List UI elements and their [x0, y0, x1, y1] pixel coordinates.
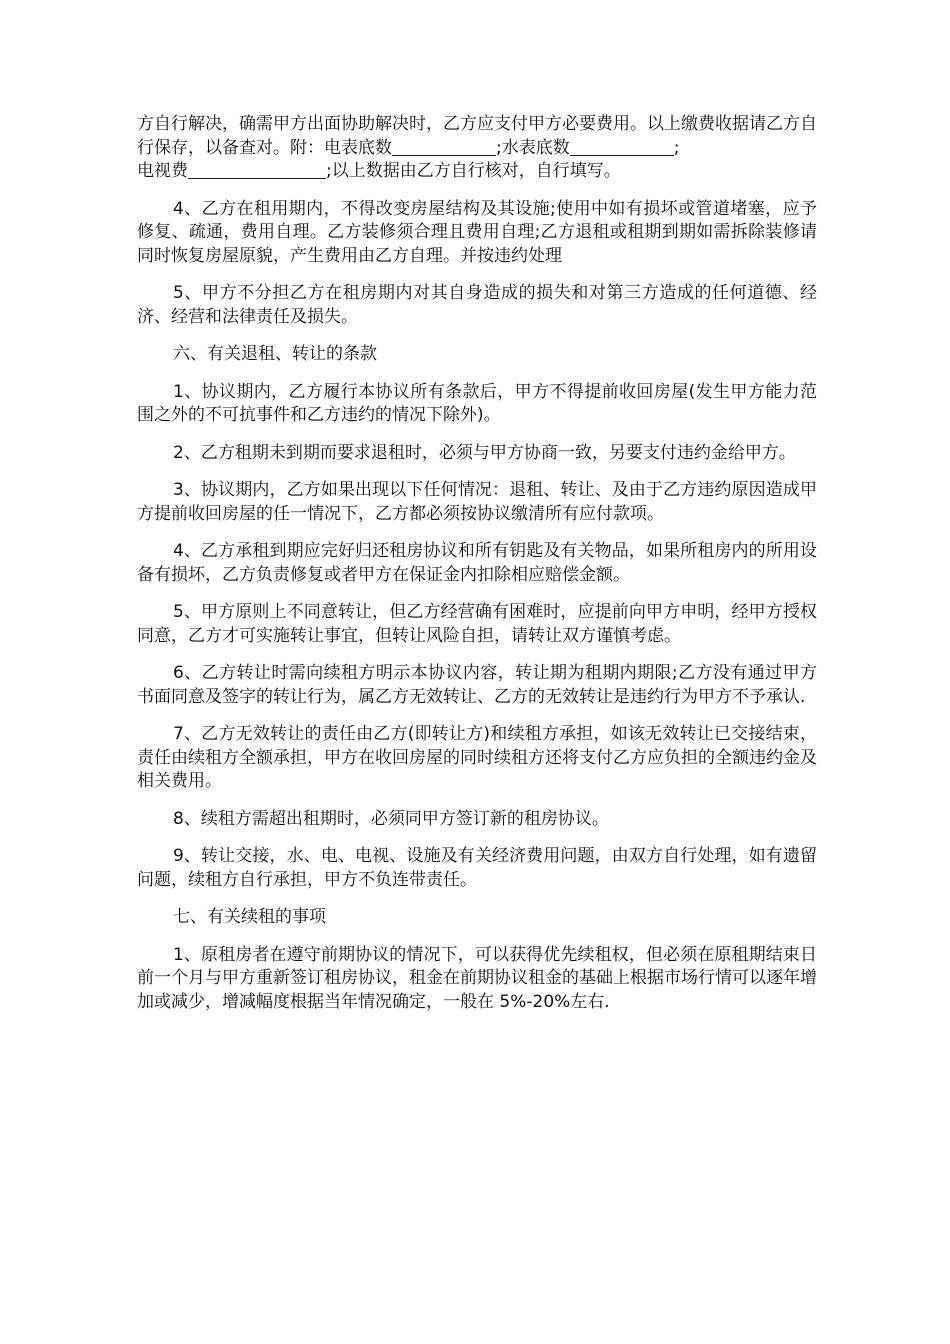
document-page	[137, 113, 817, 1028]
clause-6-1: 1、协议期内，乙方履行本协议所有条款后，甲方不得提前收回房屋(发生甲方能力范围之外的不可抗事件和乙方违约的情况下除外)。	[137, 381, 817, 425]
water-meter-blank	[570, 138, 674, 156]
clause-4-structure: 4、乙方在租用期内，不得改变房屋结构及其设施;使用中如有损坏或管道堵塞，应予修复、疏通，费用自理。乙方装修须合理且费用自理;乙方退租或租期到期如需拆除装修请同时恢复房屋原貌，产生费用由乙方自理。并按违约处理	[137, 198, 817, 266]
clause-6-3: 3、协议期内，乙方如果出现以下任何情况：退租、转让、及由于乙方违约原因造成甲方提前收回房屋的任一情况下，乙方都必须按协议缴清所有应付款项。	[137, 480, 817, 524]
tv-fee-label: 电视费	[137, 161, 188, 181]
clause-6-8: 8、续租方需超出租期时，必须同甲方签订新的租房协议。	[173, 808, 609, 829]
clause-7-1: 1、原租房者在遵守前期协议的情况下，可以获得优先续租权，但必须在原租期结束日前一个月与甲方重新签订租房协议，租金在前期协议租金的基础上根据市场行情可以逐年增加或减少，增减幅度根据当年情况确定，一般在 5%-20%左右.	[137, 944, 817, 1012]
section-heading-6: 六、有关退租、转让的条款	[173, 344, 377, 364]
paragraph-fees-text: 方自行解决，确需甲方出面协助解决时，乙方应支付甲方必要费用。以上缴费收据请乙方自行保存，以备查对。附：电表底数	[137, 114, 817, 158]
clause-6-7: 7、乙方无效转让的责任由乙方(即转让方)和续租方承担，如该无效转让已交接结束，责任由续租方全额承担，甲方在收回房屋的同时续租方还将支付乙方应负担的全额违约金及相关费用。	[137, 724, 817, 791]
tv-fee-blank	[188, 161, 326, 179]
semicolon: ;	[673, 137, 680, 158]
clause-6-4: 4、乙方承租到期应完好归还租房协议和所有钥匙及有关物品，如果所租房内的所用设备有损坏，乙方负责修复或者甲方在保证金内扣除相应赔偿金额。	[137, 541, 817, 585]
water-meter-label: ;水表底数	[496, 137, 570, 158]
clause-6-9: 9、转让交接，水、电、电视、设施及有关经济费用问题，由双方自行处理，如有遗留问题，续租方自行承担，甲方不负连带责任。	[137, 846, 817, 890]
paragraph-fees	[137, 113, 817, 184]
fees-closing-text: ;以上数据由乙方自行核对，自行填写。	[326, 161, 621, 181]
section-heading-7: 七、有关续租的事项	[173, 907, 326, 927]
clause-5-liability: 5、甲方不分担乙方在租房期内对其自身造成的损失和对第三方造成的任何道德、经济、经营和法律责任及损失。	[137, 283, 817, 327]
clause-6-6: 6、乙方转让时需向续租方明示本协议内容，转让期为租期内期限;乙方没有通过甲方书面同意及签字的转让行为，属乙方无效转让、乙方的无效转让是违约行为甲方不予承认.	[137, 663, 817, 707]
clause-6-5: 5、甲方原则上不同意转让，但乙方经营确有困难时，应提前向甲方申明，经甲方授权同意，乙方才可实施转让事宜，但转让风险自担，请转让双方谨慎考虑。	[137, 602, 817, 646]
clause-6-2: 2、乙方租期未到期而要求退租时，必须与甲方协商一致，另要支付违约金给甲方。	[173, 442, 796, 463]
electricity-meter-blank	[392, 138, 496, 156]
